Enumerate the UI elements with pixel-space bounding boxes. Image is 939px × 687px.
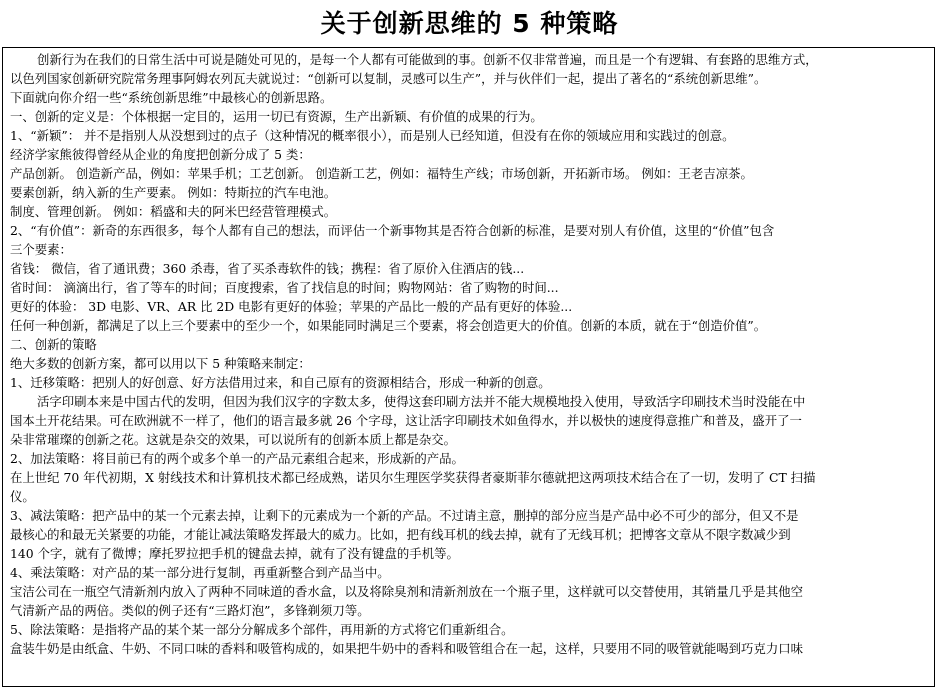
text-line: 创新行为在我们的日常生活中可说是随处可见的，是每一个人都有可能做到的事。创新不仅非常普遍，而且是一个有逻辑、有套路的思维方式， <box>37 52 818 67</box>
text-line: 1、迁移策略：把别人的好创意、好方法借用过来，和自己原有的资源相结合，形成一种新的创意。 <box>10 375 551 390</box>
text-line: 省钱： 微信，省了通讯费；360 杀毒，省了买杀毒软件的钱；携程：省了原价入住酒店的钱... <box>10 261 525 276</box>
text-line: 2、加法策略：将目前已有的两个或多个单一的产品元素组合起来，形成新的产品。 <box>10 451 464 466</box>
text-line: 宝洁公司在一瓶空气清新剂内放入了两种不同味道的香水盒，以及将除臭剂和清新剂放在一个瓶子里，这样就可以交替使用，其销量几乎是其他空 <box>10 584 803 599</box>
content-box <box>2 47 935 687</box>
text-line: 朵非常璀璨的创新之花。这就是杂交的效果，可以说所有的创新本质上都是杂交。 <box>10 432 457 447</box>
text-line: 更好的体验： 3D 电影、VR、AR 比 2D 电影有更好的体验；苹果的产品比一般的产品有更好的体验... <box>10 299 573 314</box>
text-line: 国本土开花结果。可在欧洲就不一样了，他们的语言最多就 26 个字母，这让活字印刷技术如鱼得水，并以极快的速度得意推广和普及，盛开了一 <box>10 413 802 428</box>
text-line: 仪。 <box>10 489 35 504</box>
text-line: 5、除法策略：是指将产品的某个某一部分分解成多个部件，再用新的方式将它们重新组合。 <box>10 622 514 637</box>
text-line: 制度、管理创新。 例如：稻盛和夫的阿米巴经营管理模式。 <box>10 204 337 219</box>
text-line: 下面就向你介绍一些“系统创新思维”中最核心的创新思路。 <box>10 90 333 105</box>
text-line: 省时间： 滴滴出行，省了等车的时间；百度搜索，省了找信息的时间；购物网站：省了购物的时间... <box>10 280 559 295</box>
text-line: 盒装牛奶是由纸盒、牛奶、不同口味的香料和吸管构成的，如果把牛奶中的香料和吸管组合在一起，这样，只要用不同的吸管就能喝到巧克力口味 <box>10 641 803 656</box>
text-line: 3、减法策略：把产品中的某一个元素去掉，让剩下的元素成为一个新的产品。不过请主意，删掉的部分应当是产品中必不可少的部分，但又不是 <box>10 508 799 523</box>
document-title: 关于创新思维的 5 种策略 <box>320 9 619 38</box>
text-line: 经济学家熊彼得曾经从企业的角度把创新分成了 5 类： <box>10 147 311 162</box>
body-text <box>10 50 928 658</box>
text-line: 气清新产品的两倍。类似的例子还有“三路灯泡”，多锋剃须刀等。 <box>10 603 370 618</box>
text-line: 二、创新的策略 <box>10 337 97 352</box>
text-line: 三个要素： <box>10 242 72 257</box>
text-line: 绝大多数的创新方案，都可以用以下 5 种策略来制定： <box>10 356 311 371</box>
text-line: 1、“新颖”： 并不是指别人从没想到过的点子（这种情况的概率很小），而是别人已经知道，但没有在你的领域应用和实践过的创意。 <box>10 128 735 143</box>
text-line: 任何一种创新，都满足了以上三个要素中的至少一个，如果能同时满足三个要素，将会创造更大的价值。创新的本质，就在于“创造价值”。 <box>10 318 767 333</box>
text-line: 140 个字，就有了微博；摩托罗拉把手机的键盘去掉，就有了没有键盘的手机等。 <box>10 546 459 561</box>
title-bar <box>0 0 939 44</box>
text-line: 在上世纪 70 年代初期，X 射线技术和计算机技术都已经成熟，诺贝尔生理医学奖获得者豪斯菲尔德就把这两项技术结合在了一切，发明了 CT 扫描 <box>10 470 816 485</box>
text-line: 活字印刷本来是中国古代的发明，但因为我们汉字的字数太多，使得这套印刷方法并不能大规模地投入使用，导致活字印刷技术当时没能在中 <box>37 394 806 409</box>
text-line: 最核心的和最无关紧要的功能，才能让减法策略发挥最大的威力。比如，把有线耳机的线去掉，就有了无线耳机；把博客文章从不限字数减少到 <box>10 527 791 542</box>
text-line: 产品创新。 创造新产品，例如：苹果手机；工艺创新。 创造新工艺，例如：福特生产线；市场创新，开拓新市场。 例如：王老吉凉茶。 <box>10 166 753 181</box>
text-line: 2、“有价值”：新奇的东西很多，每个人都有自己的想法，而评估一个新事物其是否符合创新的标准，是要对别人有价值，这里的“价值”包含 <box>10 223 775 238</box>
text-line: 要素创新，纳入新的生产要素。 例如：特斯拉的汽车电池。 <box>10 185 337 200</box>
text-line: 以色列国家创新研究院常务理事阿姆农列瓦夫就说过：“创新可以复制，灵感可以生产”，并与伙伴们一起，提出了著名的“系统创新思维”。 <box>10 71 767 86</box>
text-line: 一、创新的定义是：个体根据一定目的，运用一切已有资源，生产出新颖、有价值的成果的行为。 <box>10 109 543 124</box>
text-line: 4、乘法策略：对产品的某一部分进行复制，再重新整合到产品当中。 <box>10 565 390 580</box>
